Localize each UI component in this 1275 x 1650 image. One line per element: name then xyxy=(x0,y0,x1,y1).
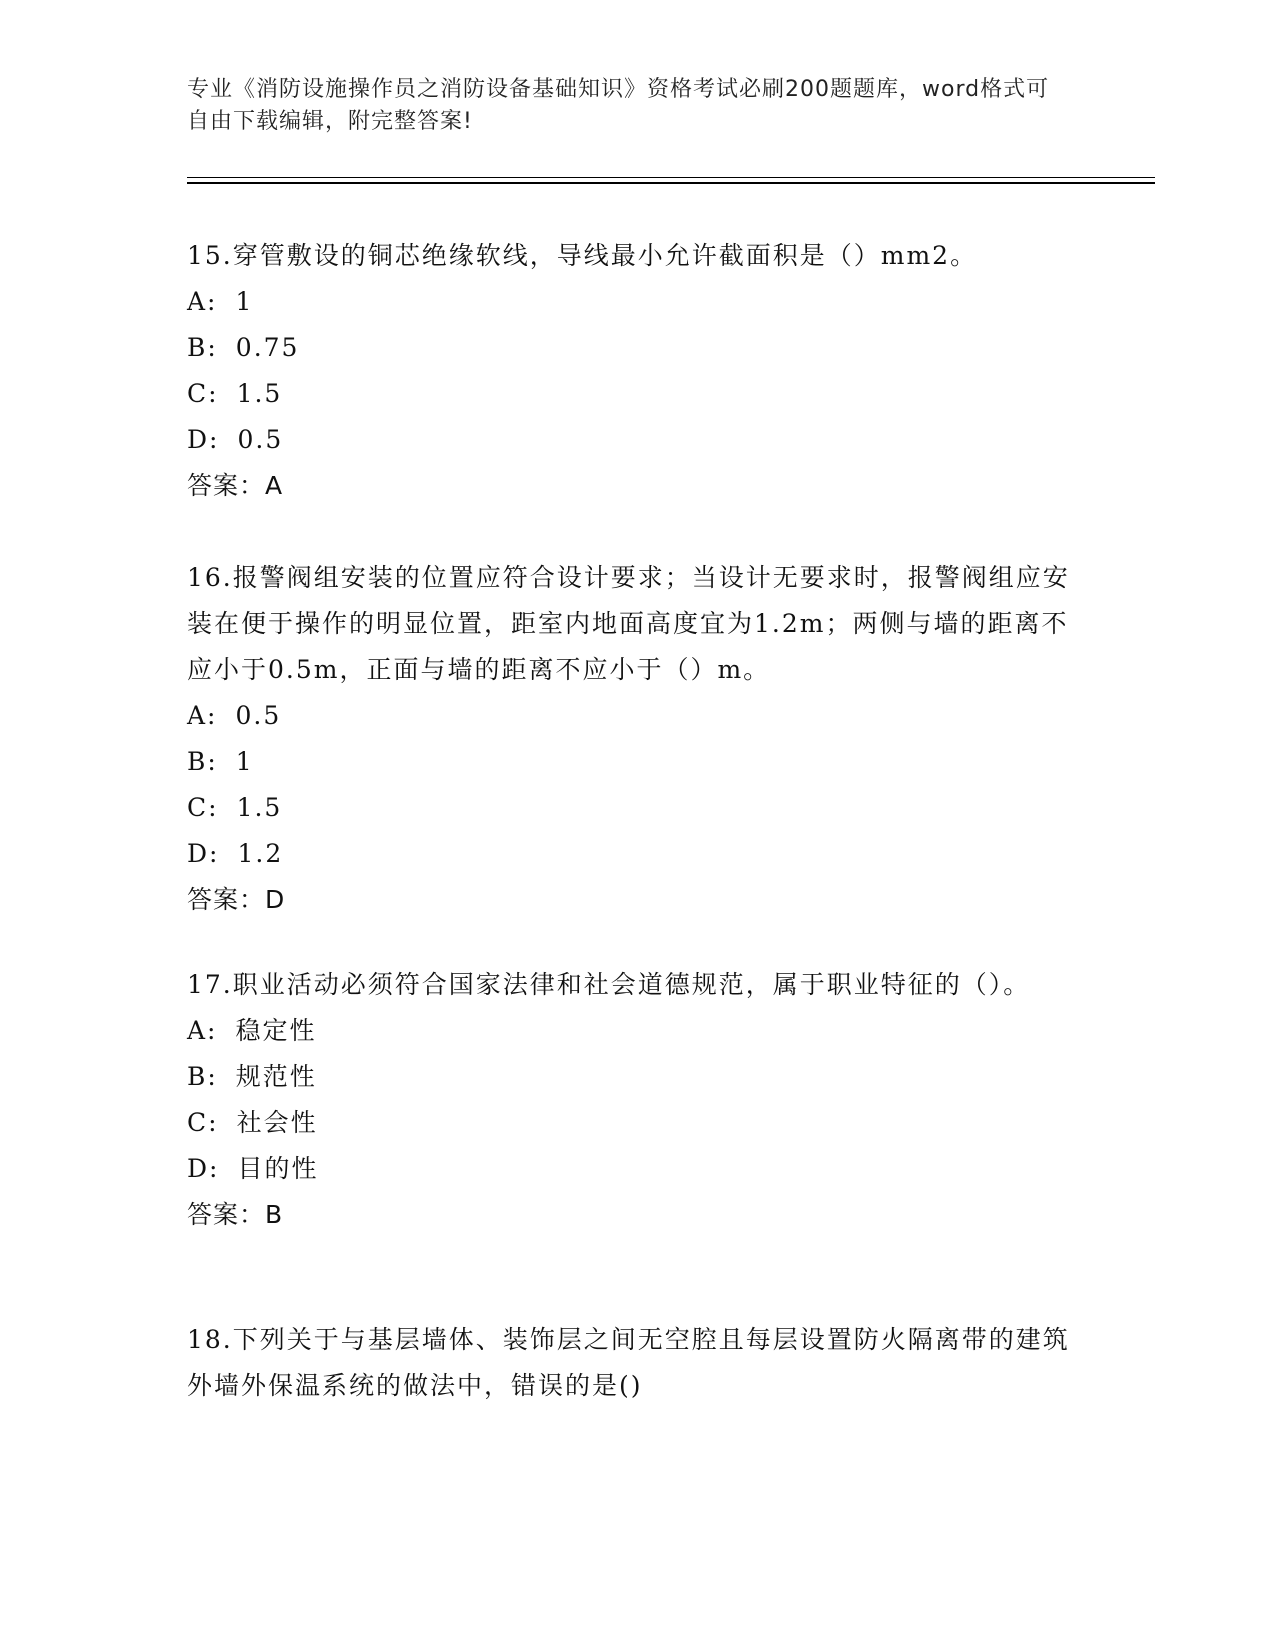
option-text: 1.2 xyxy=(237,839,284,868)
question-17 xyxy=(187,962,1077,1238)
answer-line: 答案：D xyxy=(187,885,286,914)
answer-line: 答案：A xyxy=(187,471,284,500)
option-a xyxy=(187,279,1077,325)
question-stem: 16.报警阀组安装的位置应符合设计要求；当设计无要求时，报警阀组应安装在便于操作的明显位置，距室内地面高度宜为1.2m；两侧与墙的距离不应小于0.5m，正面与墙的距离不应小于（）m。 xyxy=(187,563,1070,684)
option-c xyxy=(187,1100,1077,1146)
document-header: 专业《消防设施操作员之消防设备基础知识》资格考试必刷200题题库，word格式可自由下载编辑，附完整答案! xyxy=(187,77,1050,134)
option-text: 0.5 xyxy=(237,425,284,454)
option-c xyxy=(187,785,1077,831)
option-text: 目的性 xyxy=(237,1154,319,1183)
option-d xyxy=(187,417,1077,463)
option-key: A: xyxy=(187,287,218,316)
option-key: C: xyxy=(187,793,219,822)
option-text: 1 xyxy=(235,747,254,776)
option-key: B: xyxy=(187,1062,218,1091)
option-text: 1 xyxy=(235,287,254,316)
question-stem: 17.职业活动必须符合国家法律和社会道德规范，属于职业特征的（）。 xyxy=(187,970,1031,999)
header-divider xyxy=(187,177,1155,178)
option-key: D: xyxy=(187,425,220,454)
answer-line: 答案：B xyxy=(187,1200,284,1229)
option-text: 规范性 xyxy=(235,1062,317,1091)
option-key: C: xyxy=(187,1108,219,1137)
option-c xyxy=(187,371,1077,417)
option-text: 1.5 xyxy=(236,379,283,408)
option-text: 0.75 xyxy=(235,333,300,362)
option-d xyxy=(187,1146,1077,1192)
question-15 xyxy=(187,233,1077,509)
option-key: B: xyxy=(187,747,218,776)
option-a xyxy=(187,693,1077,739)
question-18 xyxy=(187,1317,1077,1409)
option-key: C: xyxy=(187,379,219,408)
option-text: 稳定性 xyxy=(235,1016,317,1045)
question-16 xyxy=(187,555,1077,923)
option-a xyxy=(187,1008,1077,1054)
option-key: D: xyxy=(187,1154,220,1183)
option-text: 1.5 xyxy=(236,793,283,822)
option-text: 社会性 xyxy=(236,1108,318,1137)
header-divider-thick xyxy=(187,182,1155,184)
option-key: A: xyxy=(187,1016,218,1045)
option-b xyxy=(187,1054,1077,1100)
option-key: D: xyxy=(187,839,220,868)
option-key: B: xyxy=(187,333,218,362)
option-text: 0.5 xyxy=(235,701,282,730)
option-key: A: xyxy=(187,701,218,730)
option-b xyxy=(187,739,1077,785)
question-stem: 18.下列关于与基层墙体、装饰层之间无空腔且每层设置防火隔离带的建筑外墙外保温系统的做法中，错误的是() xyxy=(187,1325,1070,1400)
question-stem: 15.穿管敷设的铜芯绝缘软线，导线最小允许截面积是（）mm2。 xyxy=(187,241,978,270)
option-d xyxy=(187,831,1077,877)
option-b xyxy=(187,325,1077,371)
